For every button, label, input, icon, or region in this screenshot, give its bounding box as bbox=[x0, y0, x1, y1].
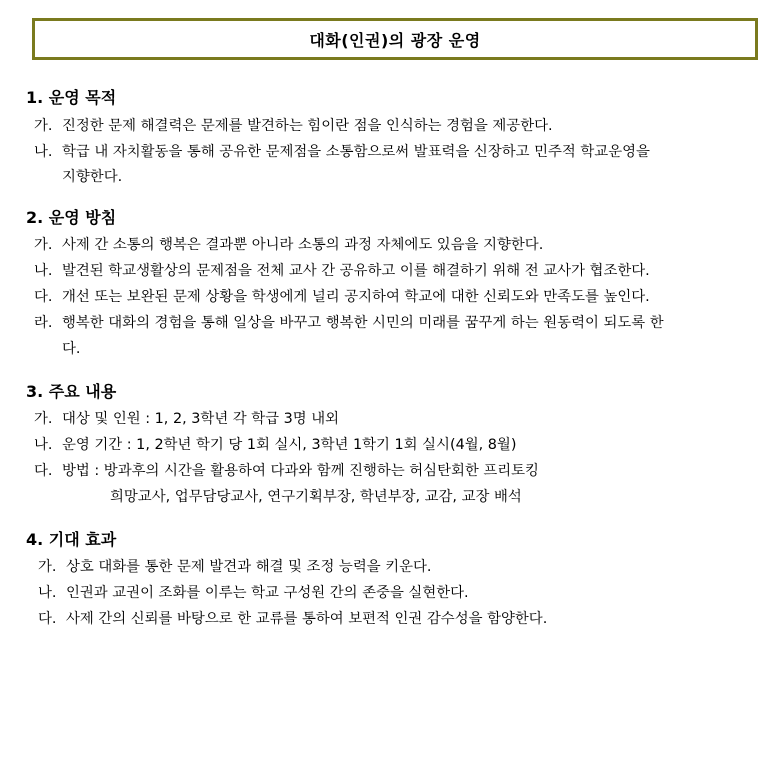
item-continuation: 희망교사, 업무담당교사, 연구기획부장, 학년부장, 교감, 교장 배석 bbox=[110, 489, 522, 505]
item-marker: 다. bbox=[34, 289, 53, 305]
document-title-box bbox=[32, 18, 758, 60]
item-continuation: 지향한다. bbox=[62, 169, 123, 185]
list-item bbox=[34, 261, 650, 281]
item-continuation: 다. bbox=[62, 341, 81, 357]
item-text: 개선 또는 보완된 문제 상황을 학생에게 널리 공지하여 학교에 대한 신뢰도와 만족도를 높인다. bbox=[62, 289, 650, 305]
list-item bbox=[34, 313, 664, 333]
item-text: 진정한 문제 해결력은 문제를 발견하는 힘이란 점을 인식하는 경험을 제공한다. bbox=[62, 118, 553, 134]
section-heading-policy: 2. 운영 방침 bbox=[26, 208, 117, 227]
list-item bbox=[34, 461, 539, 481]
section-heading-purpose: 1. 운영 목적 bbox=[26, 88, 117, 107]
item-marker: 가. bbox=[34, 118, 53, 134]
item-text: 상호 대화를 통한 문제 발견과 해결 및 조정 능력을 키운다. bbox=[66, 559, 432, 575]
item-marker: 라. bbox=[34, 315, 53, 331]
item-marker: 가. bbox=[38, 559, 57, 575]
item-text: 운영 기간 : 1, 2학년 학기 당 1회 실시, 3학년 1학기 1회 실시(4월, 8월) bbox=[62, 437, 517, 453]
item-marker: 다. bbox=[34, 463, 53, 479]
list-item bbox=[34, 287, 650, 307]
list-item bbox=[38, 583, 469, 603]
section-heading-contents: 3. 주요 내용 bbox=[26, 382, 117, 401]
list-item bbox=[34, 435, 516, 455]
item-marker: 가. bbox=[34, 411, 53, 427]
list-item bbox=[34, 409, 339, 429]
list-item bbox=[34, 142, 650, 162]
list-item bbox=[38, 557, 431, 577]
item-marker: 나. bbox=[34, 263, 53, 279]
section-heading-effects: 4. 기대 효과 bbox=[26, 530, 117, 549]
item-text: 방법 : 방과후의 시간을 활용하여 다과와 함께 진행하는 허심탄회한 프리토킹 bbox=[62, 463, 539, 479]
list-item bbox=[34, 235, 543, 255]
list-item bbox=[34, 116, 553, 136]
item-text: 발견된 학교생활상의 문제점을 전체 교사 간 공유하고 이를 해결하기 위해 전 교사가 협조한다. bbox=[62, 263, 650, 279]
item-marker: 다. bbox=[38, 611, 57, 627]
item-marker: 나. bbox=[34, 144, 53, 160]
item-marker: 가. bbox=[34, 237, 53, 253]
item-text: 대상 및 인원 : 1, 2, 3학년 각 학급 3명 내외 bbox=[62, 411, 340, 427]
item-text: 행복한 대화의 경험을 통해 일상을 바꾸고 행복한 시민의 미래를 꿈꾸게 하는 원동력이 되도록 한 bbox=[62, 315, 664, 331]
item-text: 사제 간의 신뢰를 바탕으로 한 교류를 통하여 보편적 인권 감수성을 함양한다. bbox=[66, 611, 548, 627]
item-text: 학급 내 자치활동을 통해 공유한 문제점을 소통함으로써 발표력을 신장하고 민주적 학교운영을 bbox=[62, 144, 650, 160]
document-title: 대화(인권)의 광장 운영 bbox=[309, 30, 481, 50]
item-text: 인권과 교권이 조화를 이루는 학교 구성원 간의 존중을 실현한다. bbox=[66, 585, 469, 601]
item-text: 사제 간 소통의 행복은 결과뿐 아니라 소통의 과정 자체에도 있음을 지향한다. bbox=[62, 237, 544, 253]
item-marker: 나. bbox=[38, 585, 57, 601]
item-marker: 나. bbox=[34, 437, 53, 453]
list-item bbox=[38, 609, 547, 629]
